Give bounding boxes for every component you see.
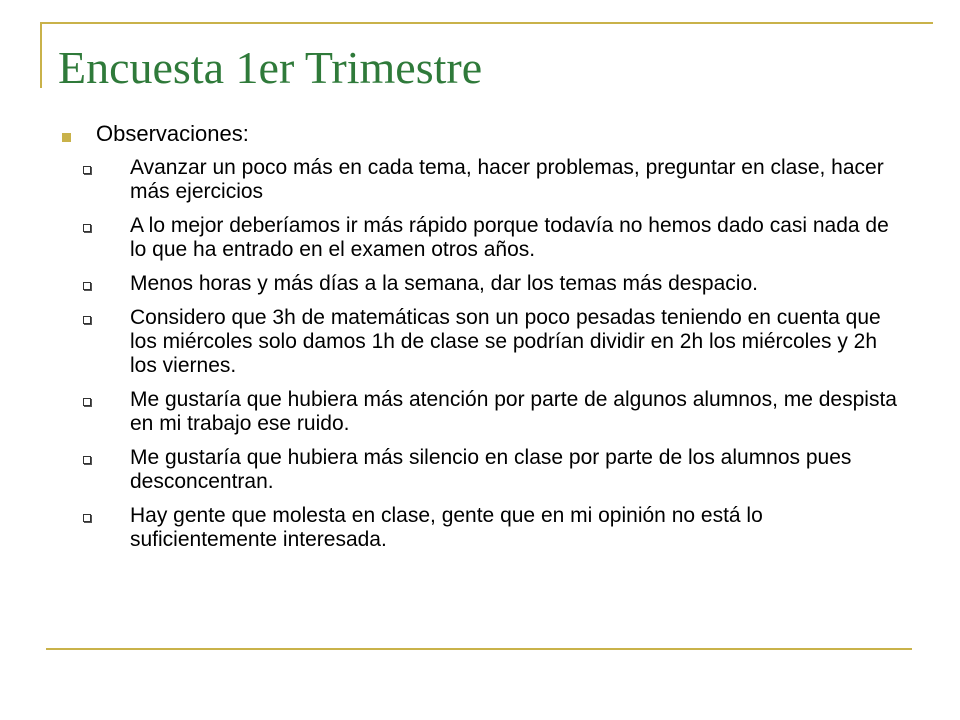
- hollow-square-icon: [83, 166, 91, 174]
- observations-heading-label: Observaciones:: [96, 121, 249, 146]
- frame-top-line: [40, 22, 933, 24]
- list-item: [58, 446, 898, 494]
- list-item-text: Avanzar un poco más en cada tema, hacer problemas, preguntar en clase, hacer más ejercicios: [130, 156, 884, 203]
- list-item-text: Hay gente que molesta en clase, gente que en mi opinión no está lo suficientemente interesada.: [130, 504, 763, 551]
- frame-left-line: [40, 22, 42, 88]
- list-item-text: Considero que 3h de matemáticas son un poco pesadas teniendo en cuenta que los miércoles solo damos 1h de clase se podrían dividir en 2h los miércoles y 2h los viernes.: [130, 306, 881, 377]
- frame-bottom-line: [46, 648, 912, 650]
- list-item: [58, 272, 898, 296]
- list-item: [58, 504, 898, 552]
- observations-list: [58, 156, 898, 552]
- hollow-square-icon: [83, 282, 91, 290]
- slide-body: [58, 118, 898, 562]
- list-item-text: A lo mejor deberíamos ir más rápido porque todavía no hemos dado casi nada de lo que ha entrado en el examen otros años.: [130, 214, 889, 261]
- observations-heading: [58, 118, 898, 150]
- hollow-square-icon: [83, 398, 91, 406]
- list-item-text: Me gustaría que hubiera más atención por parte de algunos alumnos, me despista en mi trabajo ese ruido.: [130, 388, 897, 435]
- list-item: [58, 156, 898, 204]
- list-item-text: Me gustaría que hubiera más silencio en clase por parte de los alumnos pues desconcentran.: [130, 446, 852, 493]
- list-item: [58, 306, 898, 378]
- list-item-text: Menos horas y más días a la semana, dar los temas más despacio.: [130, 272, 758, 295]
- hollow-square-icon: [83, 224, 91, 232]
- filled-square-icon: [62, 133, 71, 142]
- list-item: [58, 214, 898, 262]
- hollow-square-icon: [83, 514, 91, 522]
- list-item: [58, 388, 898, 436]
- slide-title: Encuesta 1er Trimestre: [58, 42, 483, 93]
- hollow-square-icon: [83, 316, 91, 324]
- hollow-square-icon: [83, 456, 91, 464]
